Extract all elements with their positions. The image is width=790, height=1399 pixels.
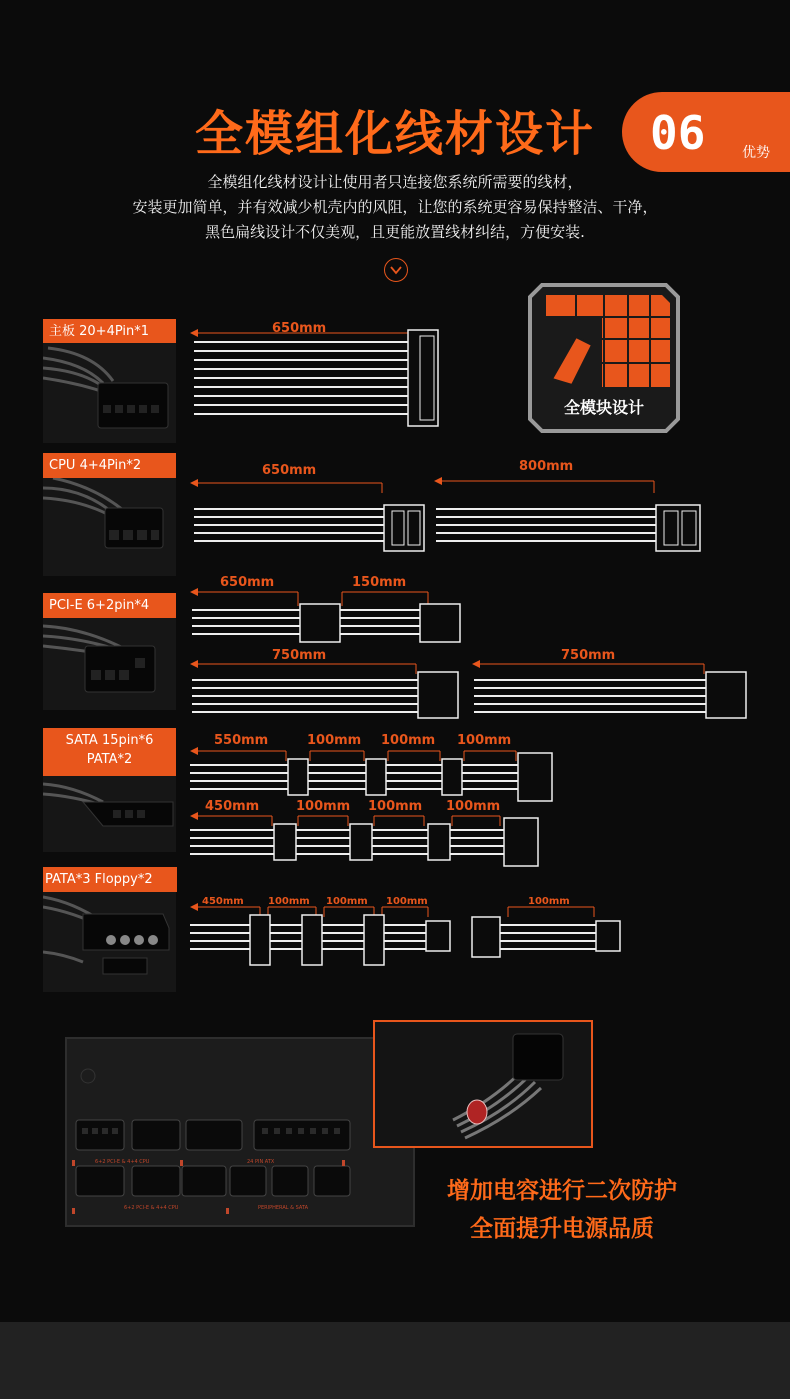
- intro-text: [0, 170, 790, 245]
- length-label: 450mm: [205, 799, 260, 814]
- module-badge: [528, 283, 680, 433]
- capacitor-closeup-photo: [373, 1020, 593, 1148]
- panel-label: PERIPHERAL & SATA: [258, 1205, 308, 1211]
- cable-photo-pata: [43, 892, 176, 992]
- badge-label: 优势: [742, 145, 770, 161]
- module-badge-label: 全模块设计: [563, 398, 644, 417]
- cable-diagram-pcie-1: [188, 588, 468, 648]
- length-label: 800mm: [519, 459, 574, 474]
- cable-label-pcie: PCI-E 6+2pin*4: [43, 593, 176, 618]
- length-label: 650mm: [262, 463, 317, 478]
- length-label: 150mm: [352, 575, 407, 590]
- caption-line: 全面提升电源品质: [470, 1216, 654, 1242]
- length-label: 750mm: [272, 648, 327, 663]
- length-label: 650mm: [272, 321, 327, 336]
- length-label: 450mm: [202, 896, 244, 907]
- psu-modular-panel: [62, 1036, 422, 1231]
- length-label: 100mm: [268, 896, 310, 907]
- length-label: 100mm: [326, 896, 368, 907]
- cable-photo-sata: [43, 776, 176, 852]
- cable-label-cpu: CPU 4+4Pin*2: [43, 453, 176, 478]
- length-label: 100mm: [446, 799, 501, 814]
- cable-label-motherboard: 主板 20+4Pin*1: [43, 319, 176, 344]
- length-label: 100mm: [307, 733, 362, 748]
- cable-photo-pcie: [43, 618, 176, 710]
- length-label: 100mm: [457, 733, 512, 748]
- cable-photo-cpu: [43, 478, 176, 576]
- intro-line: 安装更加简单，并有效减少机壳内的风阻，让您的系统更容易保持整洁、干净，: [132, 198, 658, 216]
- cable-diagram-cpu-800: [432, 475, 712, 555]
- length-label: 100mm: [528, 896, 570, 907]
- label-line: SATA 15pin*6: [65, 733, 154, 748]
- cable-photo-motherboard: [43, 343, 176, 443]
- label-line: PATA*2: [86, 752, 133, 767]
- length-label: 550mm: [214, 733, 269, 748]
- cable-diagram-sata-2: [188, 812, 568, 872]
- length-label: 100mm: [296, 799, 351, 814]
- panel-label: 24 PIN ATX: [247, 1159, 275, 1165]
- capacitor-caption: [372, 1172, 752, 1248]
- length-label: 100mm: [368, 799, 423, 814]
- badge-number: 06: [650, 106, 706, 160]
- cable-diagram-cpu-650: [188, 475, 438, 555]
- page-title: 全模组化线材设计: [194, 106, 595, 162]
- cable-label-sata: [43, 728, 176, 776]
- cable-diagram-sata-1: [188, 747, 568, 807]
- chevron-down-icon: [384, 258, 408, 282]
- footer-bar: [0, 1322, 790, 1399]
- length-label: 750mm: [561, 648, 616, 663]
- panel-label: 6+2 PCI-E & 4+4 CPU: [124, 1205, 179, 1211]
- caption-line: 增加电容进行二次防护: [447, 1178, 677, 1204]
- cable-diagram-pcie-3: [470, 660, 750, 720]
- panel-label: 6+2 PCI-E & 4+4 CPU: [95, 1159, 150, 1165]
- intro-line: 全模组化线材设计让使用者只连接您系统所需要的线材，: [207, 173, 583, 191]
- intro-line: 黑色扁线设计不仅美观，且更能放置线材纠结，方便安装.: [205, 223, 585, 241]
- length-label: 100mm: [386, 896, 428, 907]
- cable-diagram-pcie-2: [188, 660, 468, 720]
- length-label: 100mm: [381, 733, 436, 748]
- cable-label-pata: PATA*3 Floppy*2: [43, 867, 177, 892]
- length-label: 650mm: [220, 575, 275, 590]
